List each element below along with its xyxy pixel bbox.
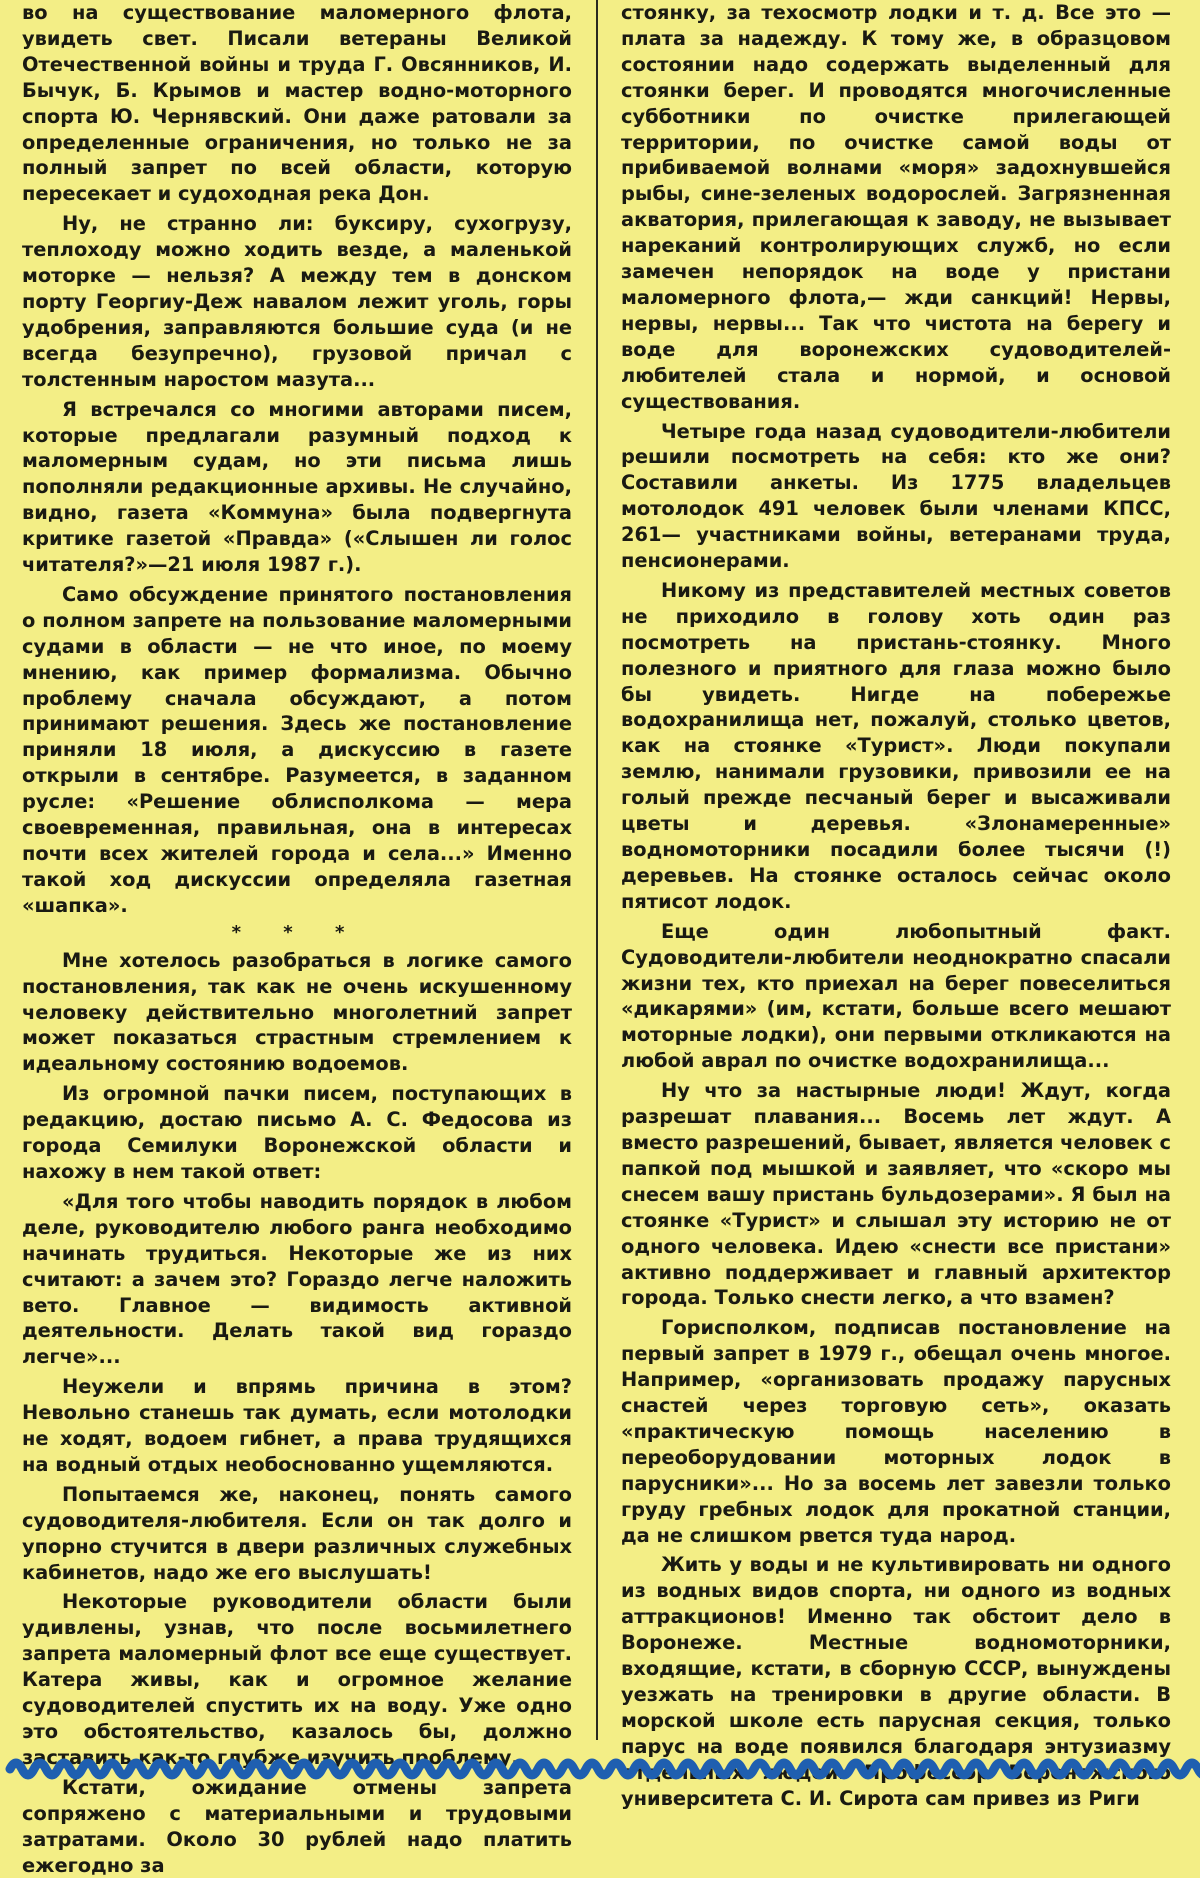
left-column — [18, 0, 578, 1877]
paragraph: стоянку, за техосмотр лодки и т. д. Все это — плата за надежду. К тому же, в образцовом состоянии надо содержать выделенный для стоянки берег. И проводятся многочисленные субботники по очистке прилегающей территории, по очистке самой воды от прибиваемой волнами «моря» задохнувшейся рыбы, сине-зеленых водорослей. Загрязненная акватория, прилегающая к заводу, не вызывает нареканий контролирующих служб, но если замечен непорядок на воде у пристани маломерного флота,— жди санкций! Нервы, нервы, нервы... Так что чистота на берегу и воде для воронежских судоводителей-любителей стала и нормой, и основой существования. — [621, 1, 1171, 413]
section-separator: * * * — [231, 921, 363, 943]
paragraph: Жить у воды и не культивировать ни одного из водных видов спорта, ни одного из водных аттракционов! Именно так обстоит дело в Воронеже. Местные водномоторники, входящие, кстати, в сборную СССР, вынуждены уезжать на тренировки в другие области. В морской школе есть парусная секция, только парус на воде появился благодаря энтузиазму отдельных людей. Профессор Воронежского университета С. И. Сирота сам привез из Риги — [621, 1553, 1171, 1810]
paragraph: Никому из представителей местных советов не приходило в голову хоть один раз посмотреть на пристань-стоянку. Много полезного и приятного для глаза можно было бы увидеть. Нигде на побережье водохранилища нет, пожалуй, столько цветов, как на стоянке «Турист». Люди покупали землю, нанимали грузовики, привозили ее на голый прежде песчаный берег и высаживали цветы и деревья. «Злонамеренные» водномоторники посадили более тысячи (!) деревьев. На стоянке осталось сейчас около пятисот лодок. — [621, 578, 1171, 913]
quote-paragraph: «Для того чтобы наводить порядок в любом деле, руководителю любого ранга необходимо начинать трудиться. Некоторые же из них считают: а зачем это? Гораздо легче наложить вето. Главное — видимость активной деятельности. Делать такой вид гораздо легче»... — [22, 1189, 572, 1369]
paragraph: Кстати, ожидание отмены запрета сопряжено с материальными и трудовыми затратами. Около 30 рублей надо платить ежегодно за — [22, 1775, 572, 1877]
wave-line — [10, 1763, 1200, 1775]
paragraph: Ну, не странно ли: буксиру, сухогрузу, теплоходу можно ходить везде, а маленькой моторке — нельзя? А между тем в донском порту Георгиу-Деж навалом лежит уголь, горы удобрения, заправляются большие суда (и не всегда безупречно), грузовой причал с толстенным наростом мазута... — [22, 212, 572, 391]
paragraph: во на существование маломерного флота, увидеть свет. Писали ветераны Великой Отечественной войны и труда Г. Овсянников, И. Бычук, Б. Крымов и мастер водно-моторного спорта Ю. Чернявский. Они даже ратовали за определенные ограничения, но только не за полный запрет по всей области, которую пересекает и судоходная река Дон. — [22, 1, 572, 206]
right-column — [615, 0, 1175, 1810]
paragraph: Горисполком, подписав постановление на первый запрет в 1979 г., обещал очень многое. Например, «организовать продажу парусных снастей через торговую сеть», оказать «практическую помощь населению в переоборудовании моторных лодок в парусники»... Но за восемь лет завезли только груду гребных лодок для прокатной станции, да не слишком рвется туда народ. — [621, 1316, 1171, 1547]
paragraph: Я встречался со многими авторами писем, которые предлагали разумный подход к маломерным судам, но эти письма лишь пополняли редакционные архивы. Не случайно, видно, газета «Коммуна» была подвергнута критике газетой «Правда» («Слышен ли голос читателя?»—21 июля 1987 г.). — [22, 397, 572, 577]
paragraph: Само обсуждение принятого постановления о полном запрете на пользование маломерными судами в области — не что иное, по моему мнению, как пример формализма. Обычно проблему сначала обсуждают, а потом принимают решения. Здесь же постановление приняли 18 июля, а дискуссию в газете открыли в сентябре. Разумеется, в заданном русле: «Решение облисполкома — мера своевременная, правильная, она в интересах почти всех жителей города и села...» Именно такой ход дискуссии определяла газетная «шапка». — [22, 582, 572, 917]
paragraph: Еще один любопытный факт. Судоводители-любители неоднократно спасали жизни тех, кто приехал на берег повеселиться «дикарями» (им, кстати, больше всего мешают моторные лодки), они первыми откликаются на любой аврал по очистке водохранилища... — [621, 919, 1171, 1073]
column-divider — [596, 0, 598, 1740]
paragraph: Мне хотелось разобраться в логике самого постановления, так как не очень искушенному человеку действительно многолетний запрет может показаться страстным стремлением к идеальному состоянию водоемов. — [22, 948, 572, 1076]
paragraph: Некоторые руководители области были удивлены, узнав, что после восьмилетнего запрета маломерный флот все еще существует. Катера живы, как и огромное желание судоводителей спустить их на воду. Уже одно это обстоятельство, казалось бы, должно заставить как-то глубже изучить проблему. — [22, 1590, 572, 1769]
paragraph: Из огромной пачки писем, поступающих в редакцию, достаю письмо А. С. Федосова из города Семилуки Воронежской области и нахожу в нем такой ответ: — [22, 1082, 572, 1183]
paragraph: Неужели и впрямь причина в этом? Невольно станешь так думать, если мотолодки не ходят, водоем гибнет, а права трудящихся на водный отдых необоснованно ущемляются. — [22, 1375, 572, 1476]
paragraph: Четыре года назад судоводители-любители решили посмотреть на себя: кто же они? Составили анкеты. Из 1775 владельцев мотолодок 491 человек были членами КПСС, 261— участниками войны, ветеранами труда, пенсионерами. — [621, 419, 1171, 573]
paragraph: Ну что за настырные люди! Ждут, когда разрешат плавания... Восемь лет ждут. А вместо разрешений, бывает, является человек с папкой под мышкой и заявляет, что «скоро мы снесем вашу пристань бульдозерами». Я был на стоянке «Турист» и слышал эту историю не от одного человека. Идею «снести все пристани» активно поддерживает и главный архитектор города. Только снести легко, а что взамен? — [621, 1079, 1171, 1310]
newspaper-page — [18, 0, 1182, 1877]
wave-border-decoration — [0, 1741, 1200, 1793]
paragraph: Попытаемся же, наконец, понять самого судоводителя-любителя. Если он так долго и упорно стучится в двери различных служебных кабинетов, надо же его выслушать! — [22, 1482, 572, 1584]
